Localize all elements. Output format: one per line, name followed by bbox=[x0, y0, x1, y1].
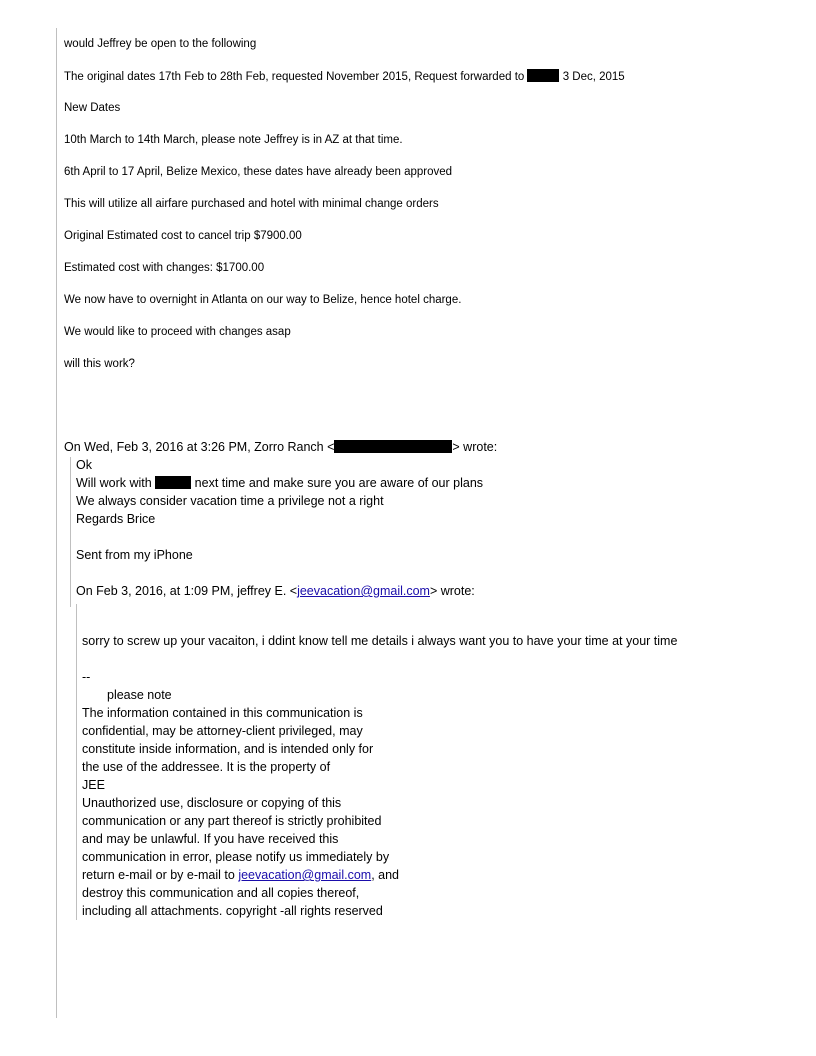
text-line: We always consider vacation time a privilege not a right bbox=[76, 494, 384, 508]
text-line: This will utilize all airfare purchased and hotel with minimal change orders bbox=[64, 198, 439, 210]
text-segment: On Feb 3, 2016, at 1:09 PM, jeffrey E. < bbox=[76, 584, 298, 598]
quote-header bbox=[76, 582, 475, 600]
text-line: communication or any part thereof is strictly prohibited bbox=[82, 814, 382, 828]
text-line: We now have to overnight in Atlanta on our way to Belize, hence hotel charge. bbox=[64, 294, 462, 306]
text-segment: 3 Dec, 2015 bbox=[562, 71, 625, 83]
quote-margin-line bbox=[56, 28, 57, 1018]
text-line: Regards Brice bbox=[76, 512, 156, 526]
redaction-box bbox=[527, 69, 559, 82]
text-line: New Dates bbox=[64, 102, 121, 114]
text-line: confidential, may be attorney-client privileged, may bbox=[82, 724, 363, 738]
text-segment: next time and make sure you are aware of our plans bbox=[194, 476, 484, 490]
text-line: please note bbox=[107, 688, 172, 702]
text-line: will this work? bbox=[64, 358, 135, 370]
text-line: 6th April to 17 April, Belize Mexico, these dates have already been approved bbox=[64, 166, 453, 178]
text-segment: On Wed, Feb 3, 2016 at 3:26 PM, Zorro Ranch < bbox=[64, 440, 335, 454]
redaction-box bbox=[155, 476, 191, 489]
text-line bbox=[76, 474, 483, 492]
text-segment: Will work with bbox=[76, 476, 152, 490]
text-line bbox=[82, 866, 399, 884]
email-link[interactable]: jeevacation@gmail.com bbox=[238, 868, 372, 882]
text-segment: , and bbox=[371, 868, 400, 882]
text-line: would Jeffrey be open to the following bbox=[64, 38, 257, 50]
text-line: including all attachments. copyright -all rights reserved bbox=[82, 904, 383, 918]
text-segment: return e-mail or by e-mail to bbox=[82, 868, 235, 882]
text-line: The information contained in this communication is bbox=[82, 706, 363, 720]
quote-bar bbox=[70, 457, 71, 607]
text-line: communication in error, please notify us immediately by bbox=[82, 850, 390, 864]
text-line: We would like to proceed with changes asap bbox=[64, 326, 291, 338]
text-line bbox=[64, 69, 625, 84]
text-line: Ok bbox=[76, 458, 92, 472]
email-link[interactable]: jeevacation@gmail.com bbox=[297, 584, 430, 598]
text-line: destroy this communication and all copies thereof, bbox=[82, 886, 360, 900]
text-line: Unauthorized use, disclosure or copying of this bbox=[82, 796, 342, 810]
text-line: constitute inside information, and is intended only for bbox=[82, 742, 374, 756]
signature-dash: -- bbox=[82, 670, 91, 684]
text-line: 10th March to 14th March, please note Jeffrey is in AZ at that time. bbox=[64, 134, 403, 146]
text-line: Original Estimated cost to cancel trip $7900.00 bbox=[64, 230, 302, 242]
text-segment: > wrote: bbox=[429, 584, 475, 598]
text-line: Sent from my iPhone bbox=[76, 548, 193, 562]
quote-header bbox=[64, 438, 497, 456]
text-line: sorry to screw up your vacaiton, i ddint know tell me details i always want you to have your time at your time bbox=[82, 634, 678, 648]
text-line: the use of the addressee. It is the property of bbox=[82, 760, 331, 774]
text-segment: The original dates 17th Feb to 28th Feb, requested November 2015, Request forwarded to bbox=[64, 71, 525, 83]
text-line: and may be unlawful. If you have received this bbox=[82, 832, 339, 846]
text-line: Estimated cost with changes: $1700.00 bbox=[64, 262, 265, 274]
redaction-box bbox=[334, 440, 452, 453]
text-segment: > wrote: bbox=[452, 440, 498, 454]
quote-bar bbox=[76, 604, 77, 920]
text-line: JEE bbox=[82, 778, 105, 792]
